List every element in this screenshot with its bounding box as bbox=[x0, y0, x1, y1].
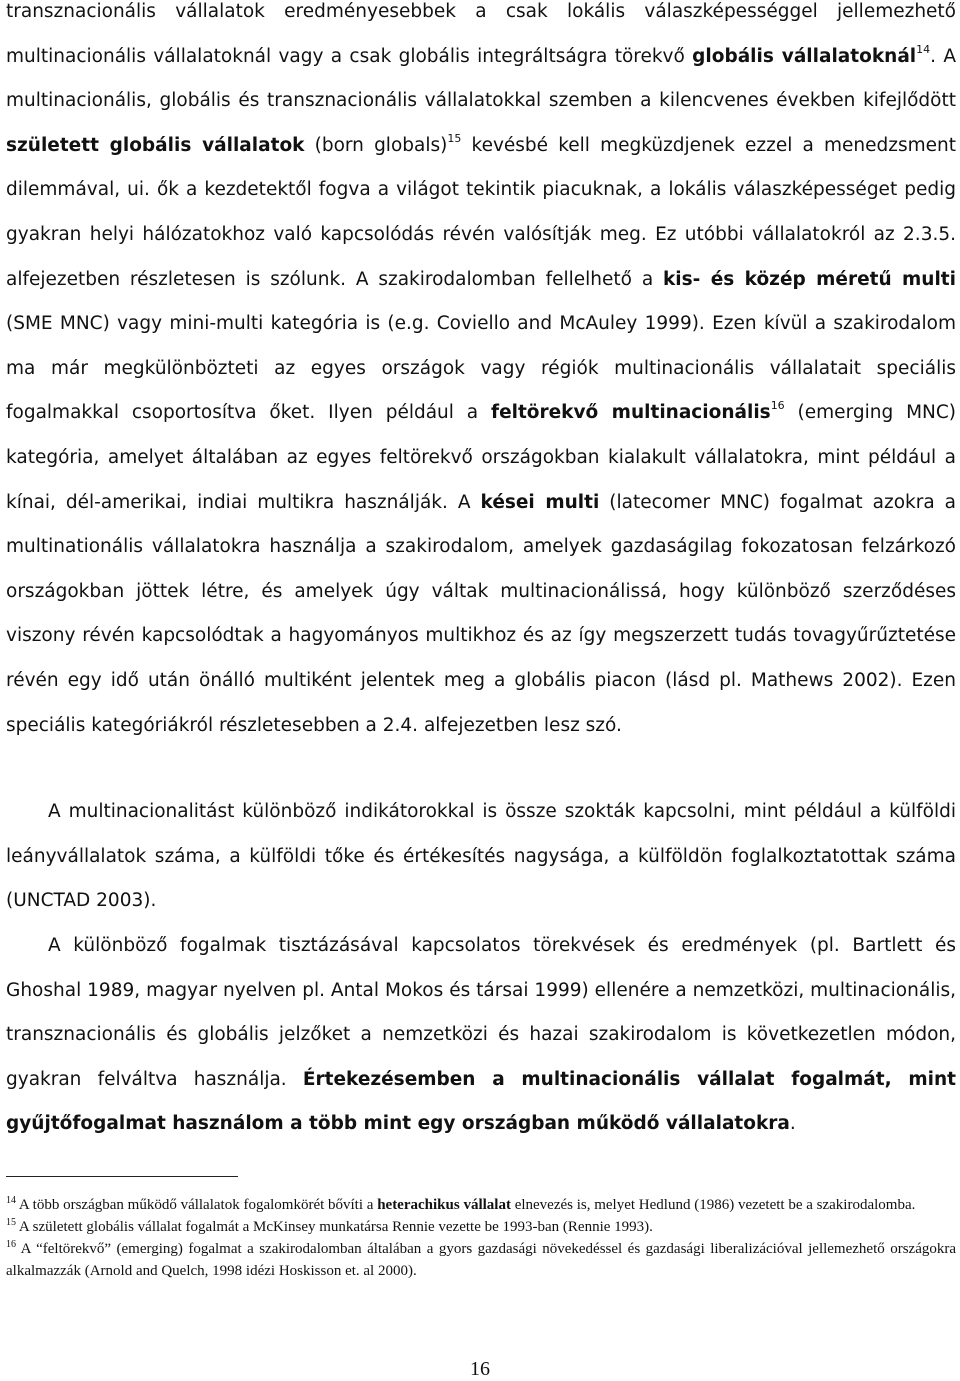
bold-term: kései multi bbox=[480, 491, 600, 513]
footnote-ref-15[interactable]: 15 bbox=[447, 131, 462, 145]
bold-term: kis- és közép méretű multi bbox=[662, 268, 956, 290]
paragraph-2 bbox=[6, 790, 956, 924]
footnote-number: 14 bbox=[6, 1195, 16, 1206]
footnote-text: elnevezés is, melyet Hedlund (1986) vezetett be a szakirodalomba. bbox=[510, 1197, 916, 1213]
footnote-bold-term: heterachikus vállalat bbox=[377, 1197, 511, 1213]
footnotes bbox=[6, 1194, 956, 1282]
text-run: transznacionális vállalatok eredményesebbek a csak lokális válaszképességgel jellemezhető multinacionális vállalatoknál vagy a csak globális integráltságra törekvő bbox=[6, 1, 956, 67]
text-run: (emerging MNC) kategória, amelyet általában az egyes feltörekvő országokban kialakult vállalatokra, mint például a kínai, dél-amerikai, indiai multikra használják. A bbox=[6, 402, 957, 513]
footnote-text: A több országban működő vállalatok fogalomkörét bővíti a bbox=[16, 1197, 378, 1213]
text-run: (born globals) bbox=[304, 134, 448, 156]
text-run: . bbox=[789, 1113, 796, 1135]
text-run: . A multinacionális, globális és transznacionális vállalatokkal szemben a kilencvenes években kifejlődött bbox=[6, 45, 956, 112]
footnote-number: 15 bbox=[6, 1217, 16, 1228]
footnote-14 bbox=[6, 1194, 956, 1216]
footnote-separator bbox=[6, 1176, 238, 1177]
bold-term: született globális vállalatok bbox=[6, 134, 305, 156]
footnote-text: A született globális vállalat fogalmát a McKinsey munkatársa Rennie vezette be 1993-ban (Rennie 1993). bbox=[16, 1219, 653, 1235]
paragraph-2-text: A multinacionalitást különböző indikátorokkal is össze szokták kapcsolni, mint például a külföldi leányvállalatok száma, a külföldi tőke és értékesítés nagysága, a külföldön foglalkoztatottak száma (UNCTAD 2003). bbox=[6, 801, 956, 912]
bold-term: feltörekvő multinacionális bbox=[491, 402, 771, 424]
text-run: kevésbé kell megküzdjenek ezzel a menedzsment dilemmával, ui. ők a kezdetektől fogva a világot tekintik piacuknak, a lokális válaszképességet pedig gyakran helyi hálózatokhoz való kapcsolódás révén valósítják meg. Ez utóbbi vállalatokról az 2.3.5. alfejezetben részletesen is szólunk. A szakirodalomban fellelhető a bbox=[6, 134, 957, 290]
text-run: (latecomer MNC) fogalmat azokra a multinationális vállalatokra használja a szakirodalom, amelyek gazdaságilag fokozatosan felzárkozó országokban jöttek létre, és amelyek úgy váltak multinacionálissá, hogy különböző szerződéses viszony révén kapcsolódtak a hagyományos multikhoz és az így megszerzett tudás tovagyűrűztetése révén egy idő után önálló multiként jelentek meg a globális piacon (lásd pl. Mathews 2002). Ezen speciális kategóriákról részletesebben a 2.4. alfejezetben lesz szó. bbox=[6, 491, 956, 736]
text-run: A különböző fogalmak tisztázásával kapcsolatos törekvések és eredmények (pl. Bartlett és Ghoshal 1989, magyar nyelven pl. Antal Mokos és társai 1999) ellenére a nemzetközi, multinacionális, transznacionális és globális jelzőket a nemzetközi és hazai szakirodalom is következetlen módon, gyakran felváltva használja. bbox=[6, 935, 956, 1090]
footnote-ref-16[interactable]: 16 bbox=[770, 399, 785, 413]
page-number: 16 bbox=[470, 1358, 490, 1380]
text-run: (SME MNC) vagy mini-multi kategória is (e.g. Coviello and McAuley 1999). Ezen kívül a szakirodalom ma már megkülönbözteti az egyes országok vagy régiók multinacionális vállalatait speciális fogalmakkal csoportosítva őket. Ilyen például a bbox=[6, 313, 956, 424]
bold-statement: Értekezésemben a multinacionális vállalat fogalmát, mint gyűjtőfogalmat használom a több mint egy országban működő vállalatokra bbox=[6, 1068, 957, 1135]
footnote-number: 16 bbox=[6, 1239, 16, 1250]
footnote-ref-14[interactable]: 14 bbox=[916, 42, 931, 56]
bold-term: globális vállalatoknál bbox=[692, 45, 917, 67]
footnote-16 bbox=[6, 1238, 956, 1282]
footnote-text: A “feltörekvő” (emerging) fogalmat a szakirodalomban általában a gyors gazdasági növekedéssel és gazdasági liberalizációval jellemezhető országokra alkalmazzák (Arnold and Quelch, 1998 idézi Hoskisson et. al 2000). bbox=[6, 1241, 956, 1279]
footnote-15 bbox=[6, 1216, 956, 1238]
paragraph-1 bbox=[6, 0, 956, 748]
paragraph-3 bbox=[6, 924, 956, 1147]
